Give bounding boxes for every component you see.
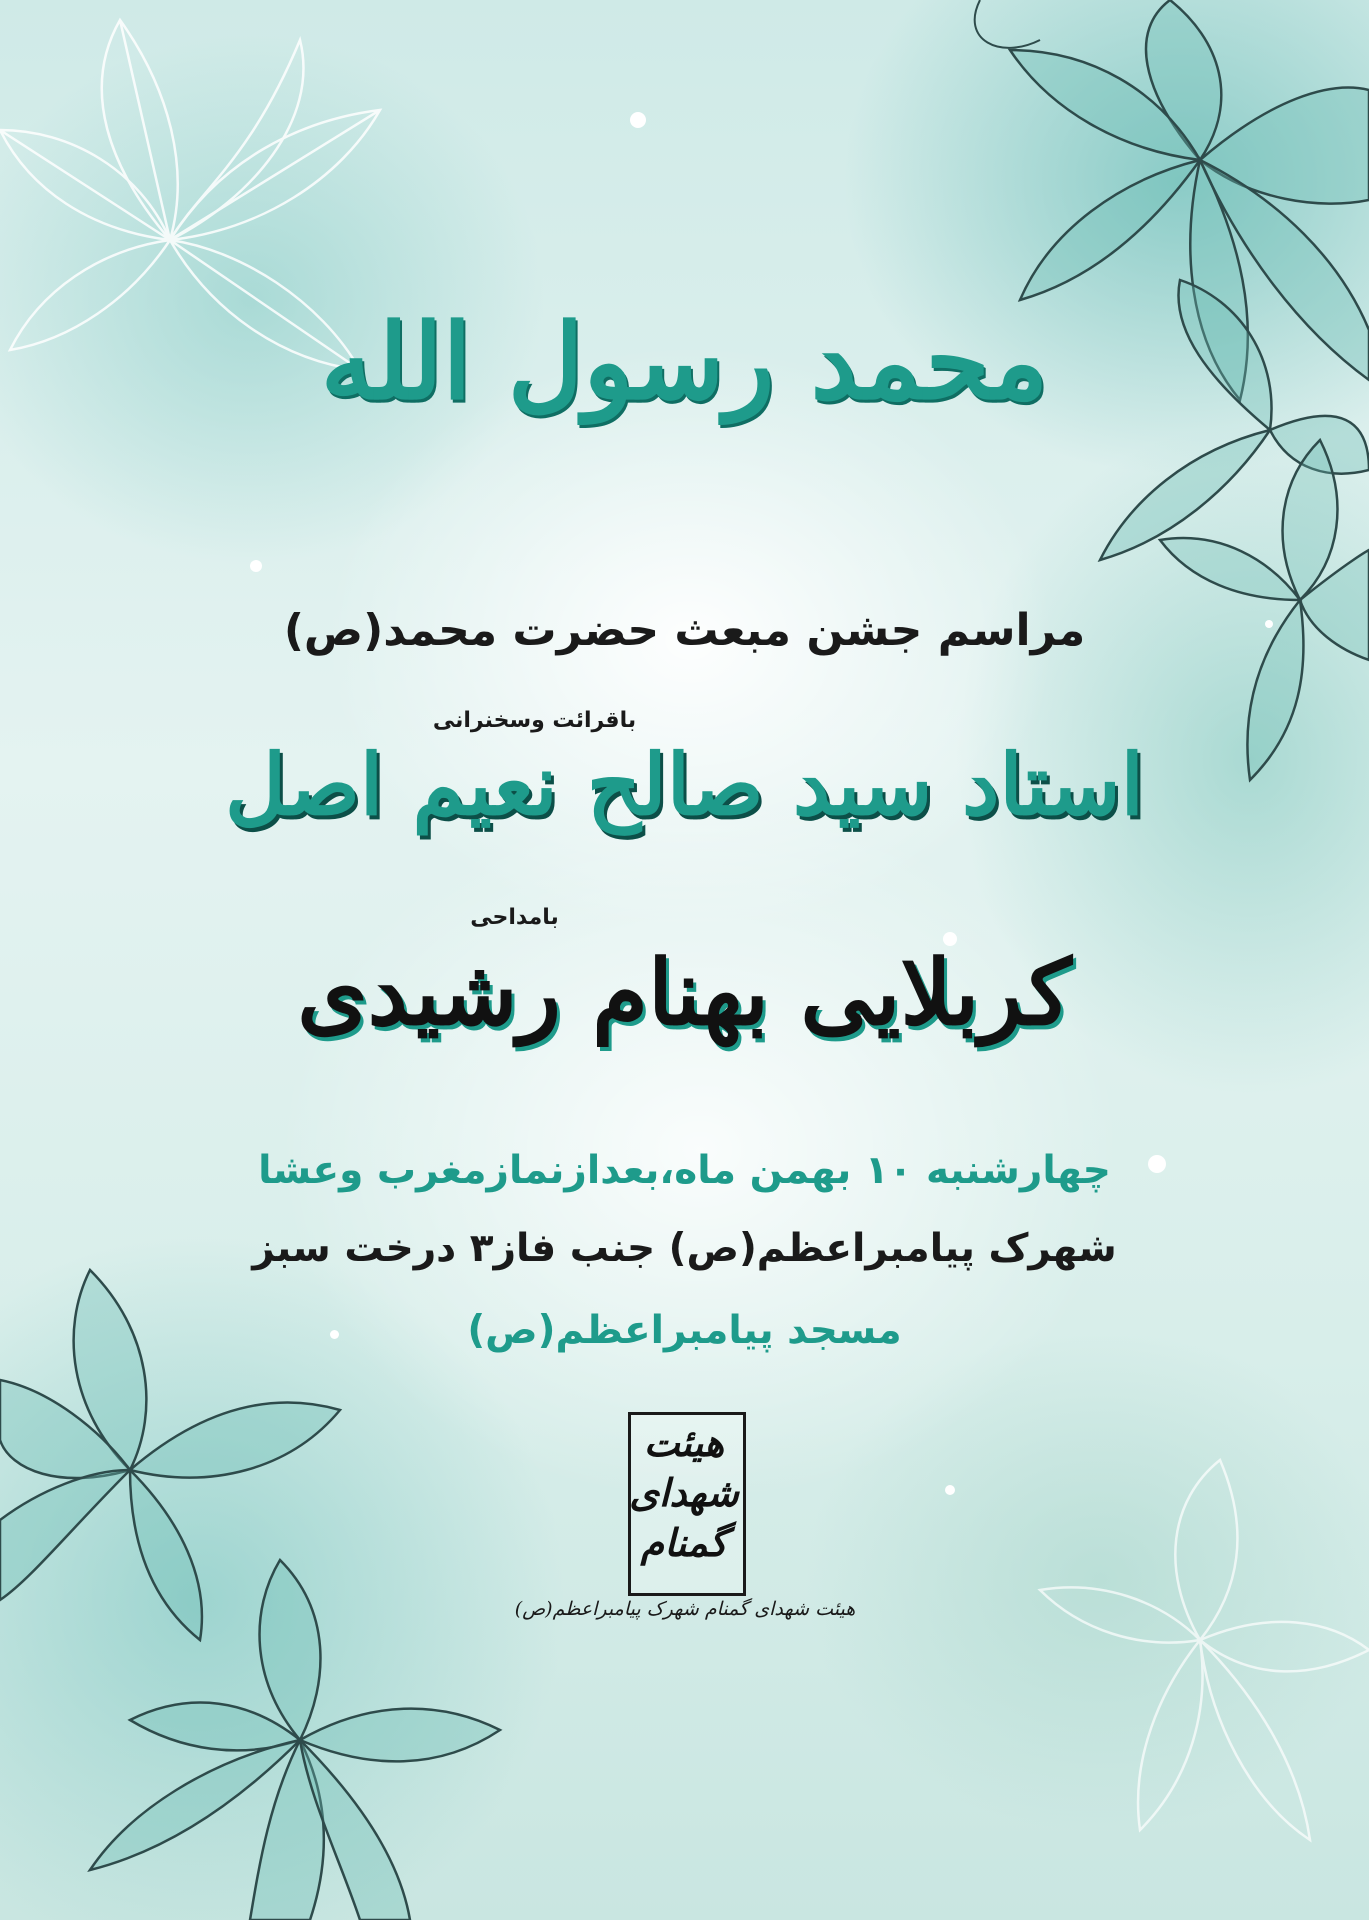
event-venue: مسجد پیامبراعظم(ص): [467, 1308, 902, 1353]
event-address: شهرک پیامبراعظم(ص) جنب فاز۳ درخت سبز: [252, 1226, 1117, 1271]
speaker-name: استاد سید صالح نعیم اصل: [224, 735, 1145, 834]
sparkle-dot: [630, 112, 646, 128]
flower-bottom-left-illustration: [0, 1260, 520, 1920]
organization-logo: [604, 1418, 764, 1568]
sparkle-dot: [250, 560, 262, 572]
speaker-intro: باقرائت وسخنرانی: [432, 708, 637, 733]
singer-name: کربلایی بهنام رشیدی: [297, 940, 1072, 1046]
logo-line-1: هیئت: [643, 1420, 725, 1465]
event-date-time: چهارشنبه ۱۰ بهمن ماه،بعدازنمازمغرب وعشا: [258, 1148, 1111, 1193]
organization-caption: هیئت شهدای گمنام شهرک پیامبراعظم(ص): [514, 1598, 856, 1620]
flower-bottom-right-illustration: [980, 1380, 1369, 1920]
sparkle-dot: [945, 1485, 955, 1495]
logo-line-2: شهدای: [629, 1470, 739, 1515]
logo-line-3: گمنام: [640, 1520, 728, 1565]
ceremony-title: مراسم جشن مبعث حضرت محمد(ص): [283, 605, 1086, 656]
singer-intro: بامداحی: [470, 905, 559, 930]
calligraphy-title: محمد رسول الله: [320, 300, 1049, 423]
